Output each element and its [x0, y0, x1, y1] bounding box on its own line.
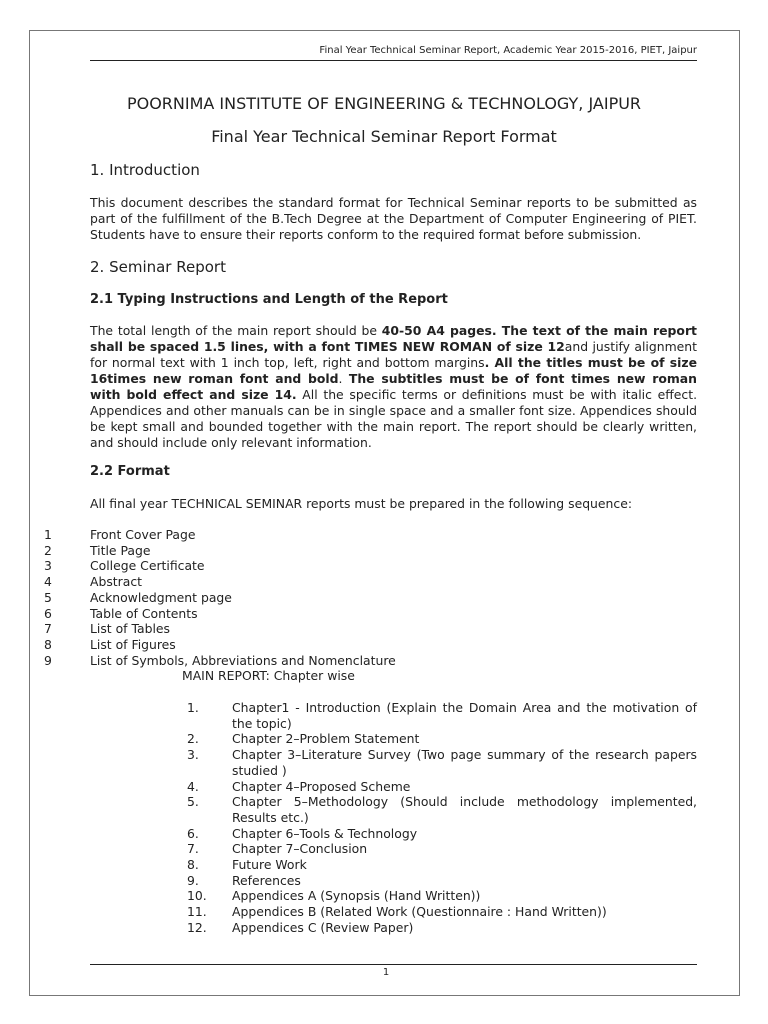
intro-paragraph: This document describes the standard format for Technical Seminar reports to be submitted as part of the fulfillment of the B.Tech Degree at the Department of Computer Engineering of PIET. Students have to ensure their reports conform to the required format before submission. — [90, 195, 697, 242]
item-text: References — [232, 872, 301, 888]
item-text: Chapter1 - Introduction (Explain the Domain Area and the motivation of the topic) — [232, 700, 697, 731]
item-number: 9. — [187, 872, 199, 888]
item-text: College Certificate — [90, 558, 205, 574]
list-item — [44, 590, 694, 606]
document-title: Final Year Technical Seminar Report Format — [211, 127, 557, 146]
list-item — [187, 826, 697, 842]
item-number: 8 — [44, 636, 52, 652]
item-number: 2. — [187, 731, 199, 747]
item-number: 6. — [187, 825, 199, 841]
item-number: 7 — [44, 621, 52, 637]
list-item — [44, 574, 694, 590]
item-text: List of Symbols, Abbreviations and Nomenclature — [90, 652, 396, 668]
typing-instructions-paragraph: The total length of the main report should be 40-50 A4 pages. The text of the main report shall be spaced 1.5 lines, with a font TIMES NEW ROMAN of size 12and justify alignment for normal text with 1 inch top, left, right and bottom margins. All the titles must be of size 16times new roman font and bold. The subtitles must be of font times new roman with bold effect and size 14. All the specific terms or definitions must be with italic effect. Appendices and other manuals can be in single space and a smaller font size. Appendices should be kept small and bounded together with the main report. The report should be clearly written, and should include only relevant information. — [90, 323, 698, 450]
item-number: 3. — [187, 747, 199, 763]
list-item — [187, 779, 697, 795]
item-text: Chapter 5–Methodology (Should include methodology implemented, Results etc.) — [232, 794, 697, 825]
item-text: Title Page — [90, 542, 151, 558]
item-number: 6 — [44, 605, 52, 621]
item-number: 7. — [187, 841, 199, 857]
item-text: Appendices C (Review Paper) — [232, 919, 414, 935]
item-number: 4. — [187, 778, 199, 794]
chapter-list — [187, 700, 697, 936]
item-text: Chapter 3–Literature Survey (Two page summary of the research papers studied ) — [232, 747, 697, 778]
item-number: 8. — [187, 857, 199, 873]
item-text: Abstract — [90, 574, 143, 590]
item-number: 5 — [44, 589, 52, 605]
item-text: Chapter 7–Conclusion — [232, 841, 368, 857]
item-number: 12. — [187, 919, 207, 935]
item-number: 4 — [44, 574, 52, 590]
list-item — [187, 904, 697, 920]
item-text: List of Tables — [90, 621, 170, 637]
item-text: Appendices A (Synopsis (Hand Written)) — [232, 888, 481, 904]
header-rule — [90, 60, 697, 61]
list-item — [44, 558, 694, 574]
list-item — [44, 621, 694, 637]
item-number: 9 — [44, 652, 52, 668]
item-text: List of Figures — [90, 636, 176, 652]
list-item — [44, 543, 694, 559]
list-item — [187, 841, 697, 857]
page-number: 1 — [382, 967, 390, 978]
subsection-heading: 2.1 Typing Instructions and Length of the Report — [90, 292, 448, 307]
item-number: 2 — [44, 542, 52, 558]
item-number: 5. — [187, 794, 199, 810]
item-number: 1. — [187, 700, 199, 715]
item-number: 10. — [187, 888, 207, 904]
section-heading: 1. Introduction — [90, 161, 200, 179]
list-item — [44, 527, 694, 543]
list-item — [187, 700, 697, 731]
list-item — [187, 731, 697, 747]
item-text: Future Work — [232, 857, 307, 873]
item-text: Table of Contents — [90, 605, 198, 621]
item-text: Acknowledgment page — [90, 589, 232, 605]
list-item — [187, 888, 697, 904]
item-text: Chapter 6–Tools & Technology — [232, 825, 418, 841]
institute-name: POORNIMA INSTITUTE OF ENGINEERING & TECHNOLOGY, JAIPUR — [126, 94, 642, 113]
list-item — [187, 857, 697, 873]
item-text: Chapter 4–Proposed Scheme — [232, 778, 411, 794]
item-text: Chapter 2–Problem Statement — [232, 731, 420, 747]
sequence-list — [44, 527, 694, 668]
item-text: Front Cover Page — [90, 527, 196, 542]
list-item — [187, 747, 697, 778]
section-heading: 2. Seminar Report — [90, 258, 226, 276]
list-item — [44, 653, 694, 669]
footer-rule — [90, 964, 697, 965]
list-item — [187, 920, 697, 936]
list-item — [44, 606, 694, 622]
list-item — [44, 637, 694, 653]
list-item — [187, 794, 697, 825]
list-item — [187, 873, 697, 889]
format-intro: All final year TECHNICAL SEMINAR reports must be prepared in the following sequence: — [90, 496, 632, 511]
subsection-heading: 2.2 Format — [90, 464, 170, 479]
item-text: Appendices B (Related Work (Questionnaire : Hand Written)) — [232, 904, 607, 920]
item-number: 3 — [44, 558, 52, 574]
main-report-label: MAIN REPORT: Chapter wise — [182, 668, 355, 683]
running-header: Final Year Technical Seminar Report, Academic Year 2015-2016, PIET, Jaipur — [319, 45, 697, 56]
item-number: 11. — [187, 904, 207, 920]
item-number: 1 — [44, 527, 52, 542]
